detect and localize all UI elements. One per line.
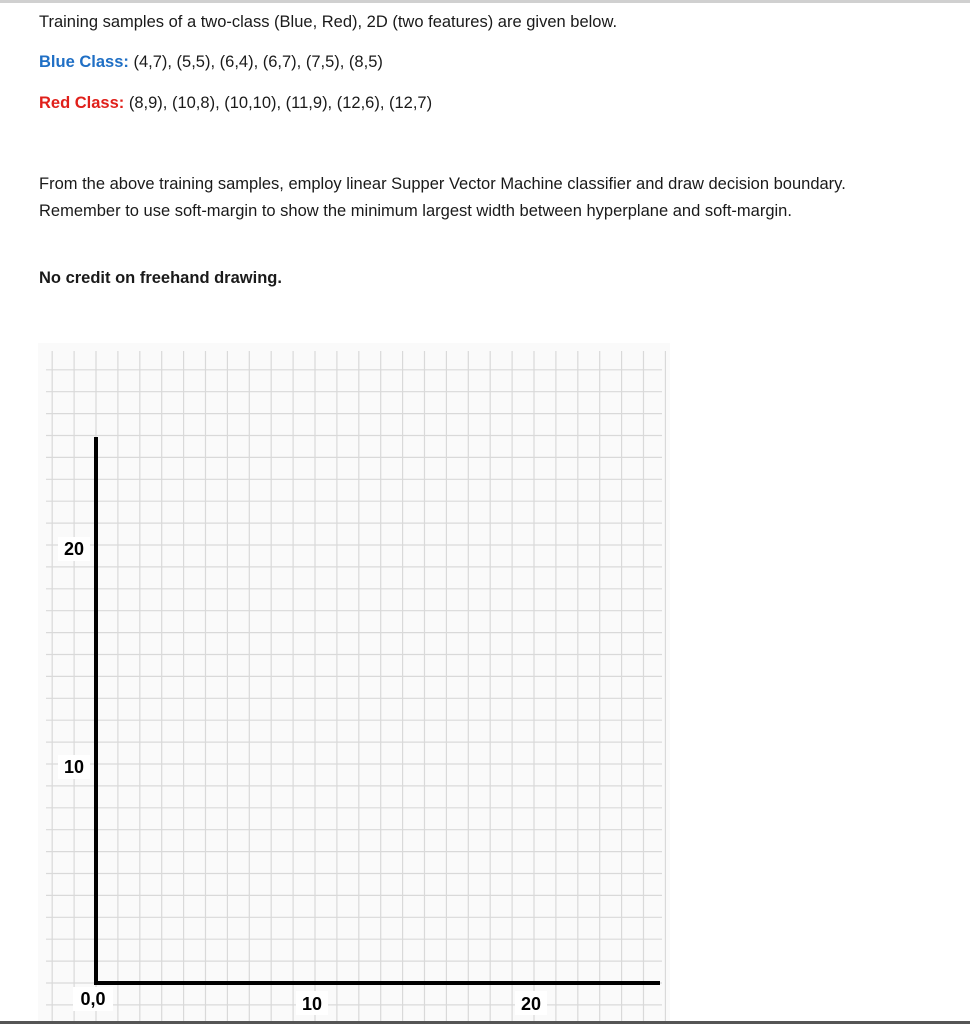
blue-class-label: Blue Class: xyxy=(39,53,129,71)
graph-background xyxy=(38,343,670,1024)
question-text: From the above training samples, employ linear Supper Vector Machine classifier and draw decision boundary. Remember to use soft-margin to show the minimum largest width between hyperplane and soft-margin. xyxy=(39,175,846,220)
graph-paper xyxy=(38,343,670,1024)
red-class-label: Red Class: xyxy=(39,94,125,112)
intro-text: Training samples of a two-class (Blue, Red), 2D (two features) are given below. xyxy=(39,13,618,31)
y-tick-label-20: 20 xyxy=(63,539,85,559)
graph-svg xyxy=(38,343,670,1024)
blue-class-line xyxy=(39,49,383,76)
origin-label: 0,0 xyxy=(80,989,106,1009)
x-tick-label-20: 20 xyxy=(520,994,542,1014)
red-class-line xyxy=(39,90,432,117)
y-tick-label-10: 10 xyxy=(63,757,85,777)
x-tick-label-10: 10 xyxy=(301,994,323,1014)
top-rule xyxy=(0,0,970,3)
no-credit-note: No credit on freehand drawing. xyxy=(39,269,282,287)
red-class-points: (8,9), (10,8), (10,10), (11,9), (12,6), (12,7) xyxy=(124,94,433,112)
blue-class-points: (4,7), (5,5), (6,4), (6,7), (7,5), (8,5) xyxy=(128,53,383,71)
